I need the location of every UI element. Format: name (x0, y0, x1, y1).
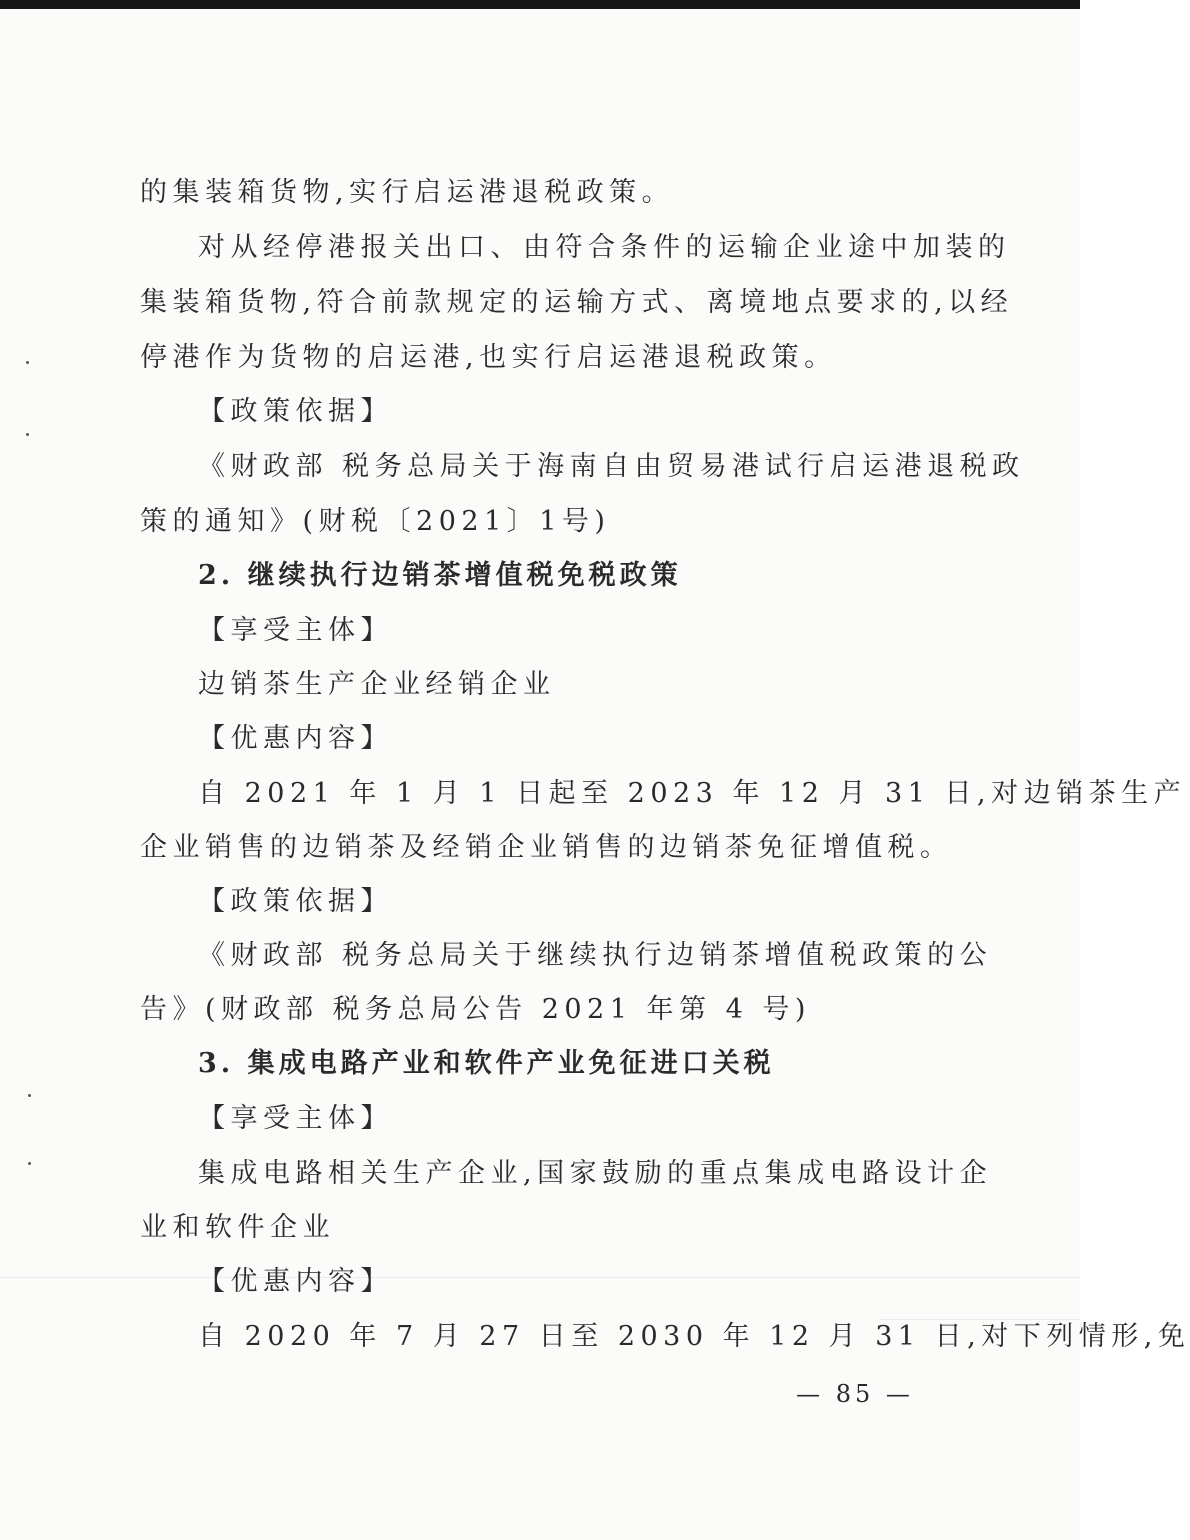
scan-speck (28, 1162, 31, 1165)
body-text-line: 《财政部 税务总局关于继续执行边销茶增值税政策的公 (198, 940, 993, 971)
body-text-line: 集装箱货物,符合前款规定的运输方式、离境地点要求的,以经 (140, 287, 1014, 318)
body-text-line: 停港作为货物的启运港,也实行启运港退税政策。 (140, 342, 837, 373)
body-text-line: 告》(财政部 税务总局公告 2021 年第 4 号) (140, 994, 811, 1025)
body-text-line: 策的通知》(财税〔2021〕1号) (140, 506, 611, 537)
scan-speck (26, 433, 29, 436)
body-text-line: 自 2021 年 1 月 1 日起至 2023 年 12 月 31 日,对边销茶生产 (198, 778, 1187, 809)
body-text-line: 集成电路相关生产企业,国家鼓励的重点集成电路设计企 (198, 1158, 993, 1189)
section-heading: 3. 集成电路产业和软件产业免征进口关税 (198, 1048, 775, 1079)
body-text-line: 业和软件企业 (140, 1212, 335, 1243)
section-label: 【政策依据】 (198, 886, 393, 917)
section-label: 【优惠内容】 (198, 1266, 393, 1297)
body-text-line: 自 2020 年 7 月 27 日至 2030 年 12 月 31 日,对下列情形,免 (198, 1321, 1190, 1352)
scan-top-edge (0, 0, 1080, 9)
body-text-line: 边销茶生产企业经销企业 (198, 669, 556, 700)
section-label: 【享受主体】 (198, 615, 393, 646)
section-label: 【享受主体】 (198, 1103, 393, 1134)
body-text-line: 的集装箱货物,实行启运港退税政策。 (140, 177, 675, 208)
scan-speck (28, 1094, 31, 1097)
body-text-line: 企业销售的边销茶及经销企业销售的边销茶免征增值税。 (140, 832, 953, 863)
scan-speck (26, 361, 29, 364)
body-text-line: 《财政部 税务总局关于海南自由贸易港试行启运港退税政 (198, 451, 1025, 482)
body-text-line: 对从经停港报关出口、由符合条件的运输企业途中加装的 (198, 232, 1011, 263)
page-number: — 85 — (796, 1380, 914, 1408)
section-label: 【优惠内容】 (198, 723, 393, 754)
section-label: 【政策依据】 (198, 396, 393, 427)
section-heading: 2. 继续执行边销茶增值税免税政策 (198, 560, 682, 591)
